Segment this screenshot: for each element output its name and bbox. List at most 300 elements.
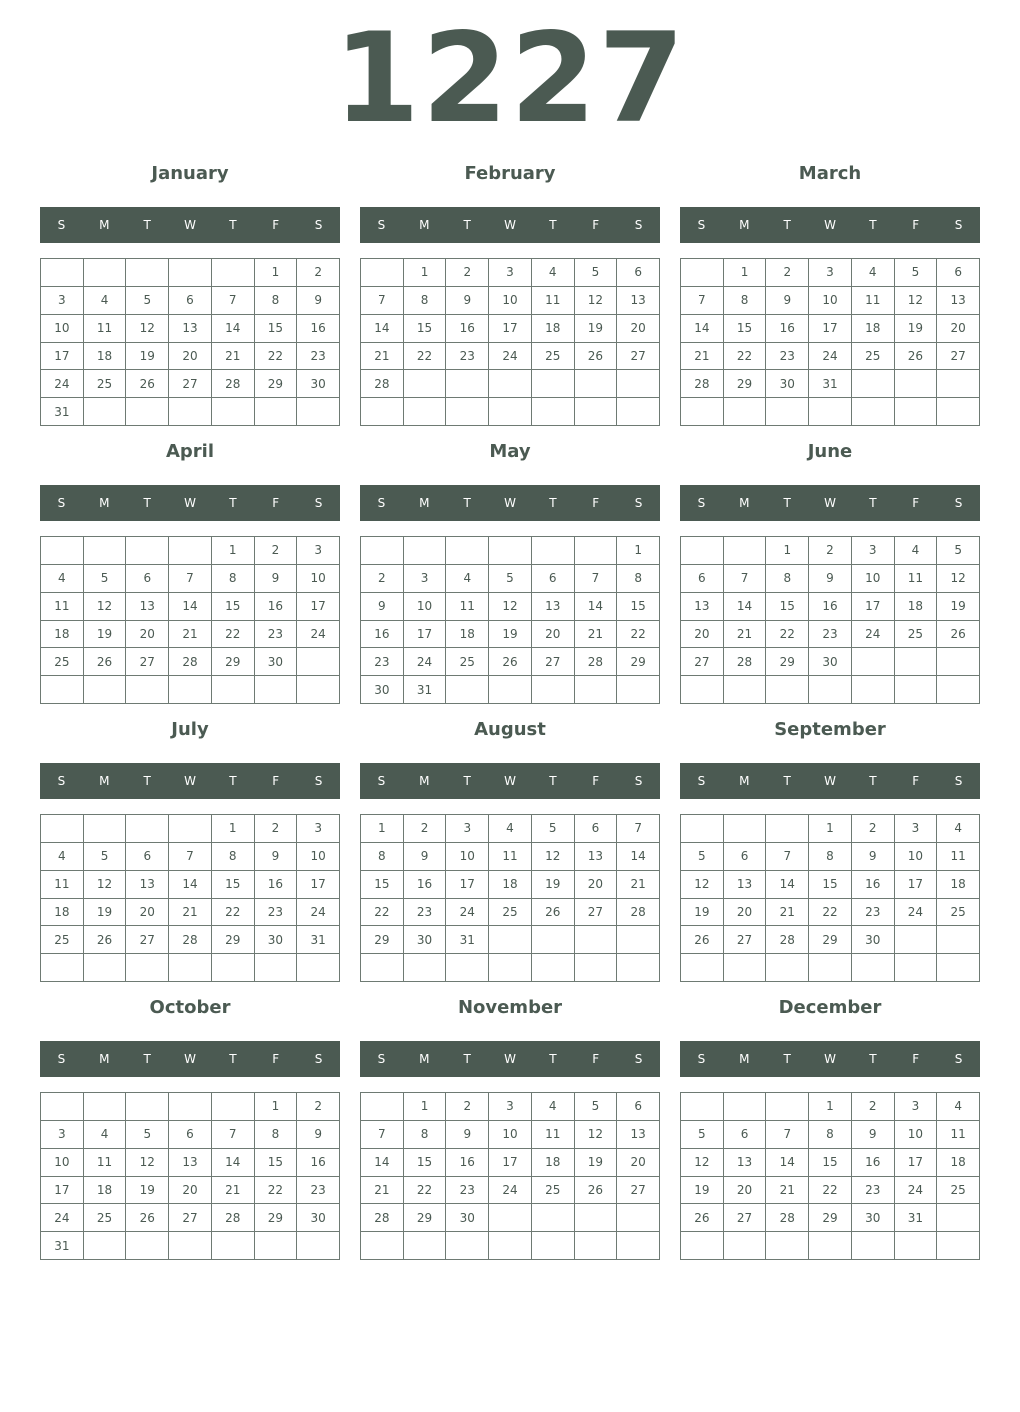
- day-cell: 22: [212, 621, 255, 649]
- day-cell: 16: [852, 1149, 895, 1177]
- day-cell: 29: [212, 926, 255, 954]
- day-cell: 16: [297, 315, 340, 343]
- day-cell: 4: [852, 259, 895, 287]
- day-cell: 3: [489, 1093, 532, 1121]
- day-cell: 30: [361, 676, 404, 704]
- weekday-label: W: [184, 218, 196, 232]
- day-cell: 1: [617, 537, 660, 565]
- empty-cell: [724, 398, 767, 426]
- day-cell: 26: [681, 1204, 724, 1232]
- empty-cell: [852, 676, 895, 704]
- day-cell: 17: [809, 315, 852, 343]
- day-cell: 29: [361, 926, 404, 954]
- day-cell: 1: [404, 1093, 447, 1121]
- day-cell: 6: [937, 259, 980, 287]
- day-cell: 27: [532, 648, 575, 676]
- day-cell: 17: [489, 315, 532, 343]
- month-name: July: [171, 719, 209, 740]
- empty-cell: [361, 1232, 404, 1260]
- weekday-label: S: [954, 218, 963, 232]
- empty-cell: [361, 954, 404, 982]
- day-cell: 10: [41, 315, 84, 343]
- day-cell: 25: [84, 370, 127, 398]
- day-cell: 4: [84, 1121, 127, 1149]
- day-cell: 5: [489, 565, 532, 593]
- day-cell: 18: [895, 593, 938, 621]
- weekday-label: M: [739, 496, 750, 510]
- empty-cell: [617, 926, 660, 954]
- empty-cell: [937, 1232, 980, 1260]
- day-cell: 2: [404, 815, 447, 843]
- empty-cell: [532, 926, 575, 954]
- day-cell: 28: [724, 648, 767, 676]
- weekday-label: M: [419, 218, 430, 232]
- empty-cell: [724, 1093, 767, 1121]
- empty-cell: [937, 648, 980, 676]
- day-cell: 3: [41, 1121, 84, 1149]
- day-cell: 19: [575, 1149, 618, 1177]
- empty-cell: [297, 676, 340, 704]
- empty-cell: [937, 370, 980, 398]
- day-cell: 26: [937, 621, 980, 649]
- weekday-label: S: [314, 774, 323, 788]
- day-cell: 21: [617, 871, 660, 899]
- weekday-label: S: [954, 496, 963, 510]
- day-cell: 22: [361, 899, 404, 927]
- weekday-label: T: [229, 774, 237, 788]
- empty-cell: [297, 398, 340, 426]
- empty-cell: [937, 954, 980, 982]
- day-cell: 14: [617, 843, 660, 871]
- day-cell: 24: [297, 899, 340, 927]
- day-cell: 29: [212, 648, 255, 676]
- empty-cell: [404, 398, 447, 426]
- day-cell: 15: [809, 1149, 852, 1177]
- day-cell: 1: [809, 815, 852, 843]
- empty-cell: [895, 648, 938, 676]
- day-cell: 10: [489, 287, 532, 315]
- day-cell: 17: [404, 621, 447, 649]
- day-cell: 6: [532, 565, 575, 593]
- empty-cell: [169, 815, 212, 843]
- day-cell: 28: [681, 370, 724, 398]
- day-cell: 23: [852, 899, 895, 927]
- day-cell: 9: [852, 843, 895, 871]
- day-cell: 21: [681, 343, 724, 371]
- day-cell: 3: [895, 1093, 938, 1121]
- weekday-label: T: [869, 496, 877, 510]
- day-cell: 7: [361, 1121, 404, 1149]
- day-cell: 14: [212, 1149, 255, 1177]
- day-cell: 17: [41, 343, 84, 371]
- day-cell: 19: [575, 315, 618, 343]
- empty-cell: [404, 954, 447, 982]
- day-cell: 21: [575, 621, 618, 649]
- empty-cell: [489, 398, 532, 426]
- weekday-label: T: [463, 496, 471, 510]
- weekday-label: F: [912, 496, 920, 510]
- day-cell: 21: [766, 1177, 809, 1205]
- day-cell: 10: [895, 843, 938, 871]
- day-cell: 8: [212, 565, 255, 593]
- weekday-header: [40, 207, 340, 243]
- empty-cell: [766, 676, 809, 704]
- day-cell: 2: [766, 259, 809, 287]
- day-cell: 20: [126, 621, 169, 649]
- day-cell: 9: [297, 287, 340, 315]
- empty-cell: [681, 259, 724, 287]
- day-cell: 2: [297, 1093, 340, 1121]
- day-cell: 7: [617, 815, 660, 843]
- day-cell: 28: [212, 370, 255, 398]
- day-cell: 15: [212, 871, 255, 899]
- day-cell: 2: [255, 537, 298, 565]
- day-cell: 10: [41, 1149, 84, 1177]
- day-cell: 4: [446, 565, 489, 593]
- day-cell: 27: [617, 343, 660, 371]
- day-cell: 8: [255, 287, 298, 315]
- empty-cell: [575, 537, 618, 565]
- day-cell: 1: [404, 259, 447, 287]
- day-cell: 16: [255, 593, 298, 621]
- day-cell: 10: [297, 565, 340, 593]
- day-cell: 19: [84, 621, 127, 649]
- empty-cell: [489, 1204, 532, 1232]
- day-cell: 3: [852, 537, 895, 565]
- empty-cell: [404, 370, 447, 398]
- day-cell: 6: [169, 287, 212, 315]
- empty-cell: [126, 676, 169, 704]
- empty-cell: [212, 398, 255, 426]
- month-name: May: [489, 441, 531, 462]
- day-cell: 30: [404, 926, 447, 954]
- day-cell: 6: [617, 1093, 660, 1121]
- empty-cell: [84, 1232, 127, 1260]
- day-cell: 9: [852, 1121, 895, 1149]
- weekday-label: T: [463, 774, 471, 788]
- empty-cell: [766, 1232, 809, 1260]
- day-cell: 22: [766, 621, 809, 649]
- empty-cell: [84, 537, 127, 565]
- day-cell: 21: [361, 343, 404, 371]
- weekday-label: T: [549, 1052, 557, 1066]
- weekday-label: F: [272, 218, 280, 232]
- day-cell: 5: [84, 843, 127, 871]
- empty-cell: [255, 398, 298, 426]
- empty-cell: [446, 398, 489, 426]
- day-cell: 13: [126, 593, 169, 621]
- month-name: April: [165, 441, 215, 462]
- empty-cell: [724, 1232, 767, 1260]
- day-cell: 28: [361, 370, 404, 398]
- empty-cell: [895, 954, 938, 982]
- day-cell: 1: [809, 1093, 852, 1121]
- day-cell: 31: [446, 926, 489, 954]
- empty-cell: [361, 259, 404, 287]
- empty-cell: [575, 370, 618, 398]
- day-cell: 18: [937, 1149, 980, 1177]
- day-cell: 13: [532, 593, 575, 621]
- day-cell: 26: [126, 1204, 169, 1232]
- empty-cell: [212, 954, 255, 982]
- day-cell: 28: [212, 1204, 255, 1232]
- day-grid: [40, 258, 340, 426]
- day-cell: 16: [852, 871, 895, 899]
- day-cell: 16: [446, 1149, 489, 1177]
- empty-cell: [766, 954, 809, 982]
- day-cell: 6: [724, 843, 767, 871]
- day-cell: 16: [446, 315, 489, 343]
- weekday-label: M: [739, 218, 750, 232]
- day-cell: 3: [809, 259, 852, 287]
- empty-cell: [126, 1232, 169, 1260]
- empty-cell: [361, 537, 404, 565]
- day-cell: 8: [809, 843, 852, 871]
- day-cell: 6: [617, 259, 660, 287]
- day-cell: 25: [532, 343, 575, 371]
- day-cell: 31: [404, 676, 447, 704]
- day-cell: 25: [84, 1204, 127, 1232]
- day-cell: 5: [532, 815, 575, 843]
- day-cell: 8: [617, 565, 660, 593]
- day-cell: 7: [212, 1121, 255, 1149]
- day-cell: 20: [126, 899, 169, 927]
- day-cell: 23: [766, 343, 809, 371]
- empty-cell: [169, 259, 212, 287]
- day-cell: 19: [681, 899, 724, 927]
- day-cell: 29: [404, 1204, 447, 1232]
- day-cell: 19: [84, 899, 127, 927]
- day-cell: 1: [255, 259, 298, 287]
- weekday-label: W: [824, 1052, 836, 1066]
- day-cell: 21: [724, 621, 767, 649]
- day-cell: 11: [937, 843, 980, 871]
- day-cell: 11: [84, 1149, 127, 1177]
- day-cell: 16: [361, 621, 404, 649]
- weekday-label: F: [592, 1052, 600, 1066]
- day-cell: 14: [575, 593, 618, 621]
- weekday-label: T: [229, 496, 237, 510]
- day-cell: 8: [212, 843, 255, 871]
- day-cell: 11: [532, 287, 575, 315]
- day-cell: 3: [895, 815, 938, 843]
- day-cell: 15: [766, 593, 809, 621]
- day-cell: 27: [681, 648, 724, 676]
- weekday-label: W: [504, 1052, 516, 1066]
- day-cell: 24: [489, 1177, 532, 1205]
- empty-cell: [126, 259, 169, 287]
- empty-cell: [724, 954, 767, 982]
- day-cell: 22: [404, 343, 447, 371]
- weekday-label: T: [463, 1052, 471, 1066]
- empty-cell: [84, 1093, 127, 1121]
- weekday-label: S: [377, 218, 386, 232]
- day-cell: 30: [446, 1204, 489, 1232]
- day-cell: 3: [297, 537, 340, 565]
- day-cell: 22: [255, 1177, 298, 1205]
- day-cell: 23: [404, 899, 447, 927]
- empty-cell: [212, 1232, 255, 1260]
- day-grid: [680, 1092, 980, 1260]
- empty-cell: [446, 676, 489, 704]
- day-cell: 5: [937, 537, 980, 565]
- empty-cell: [446, 370, 489, 398]
- weekday-label: F: [272, 496, 280, 510]
- empty-cell: [84, 954, 127, 982]
- empty-cell: [41, 815, 84, 843]
- day-cell: 4: [84, 287, 127, 315]
- day-cell: 24: [404, 648, 447, 676]
- day-cell: 10: [446, 843, 489, 871]
- day-cell: 9: [446, 1121, 489, 1149]
- day-cell: 21: [212, 343, 255, 371]
- weekday-label: S: [314, 218, 323, 232]
- weekday-label: S: [634, 774, 643, 788]
- weekday-label: S: [377, 1052, 386, 1066]
- day-cell: 14: [361, 315, 404, 343]
- weekday-label: F: [272, 774, 280, 788]
- day-cell: 30: [297, 1204, 340, 1232]
- empty-cell: [852, 370, 895, 398]
- empty-cell: [617, 676, 660, 704]
- weekday-label: S: [57, 1052, 66, 1066]
- day-cell: 12: [575, 287, 618, 315]
- empty-cell: [489, 954, 532, 982]
- empty-cell: [681, 537, 724, 565]
- day-cell: 3: [446, 815, 489, 843]
- day-cell: 14: [361, 1149, 404, 1177]
- day-cell: 2: [852, 815, 895, 843]
- day-cell: 16: [809, 593, 852, 621]
- empty-cell: [489, 537, 532, 565]
- day-cell: 20: [724, 1177, 767, 1205]
- weekday-header: [680, 1041, 980, 1077]
- day-cell: 12: [895, 287, 938, 315]
- day-cell: 12: [937, 565, 980, 593]
- day-cell: 7: [766, 1121, 809, 1149]
- day-cell: 6: [575, 815, 618, 843]
- day-cell: 26: [126, 370, 169, 398]
- day-cell: 19: [895, 315, 938, 343]
- day-grid: [360, 1092, 660, 1260]
- day-cell: 5: [84, 565, 127, 593]
- day-cell: 22: [404, 1177, 447, 1205]
- day-cell: 31: [41, 398, 84, 426]
- weekday-label: M: [99, 218, 110, 232]
- weekday-label: M: [419, 774, 430, 788]
- day-cell: 11: [852, 287, 895, 315]
- day-cell: 16: [404, 871, 447, 899]
- day-cell: 27: [617, 1177, 660, 1205]
- day-cell: 11: [489, 843, 532, 871]
- weekday-label: T: [229, 1052, 237, 1066]
- day-cell: 30: [852, 926, 895, 954]
- day-cell: 17: [297, 593, 340, 621]
- weekday-header: [360, 1041, 660, 1077]
- empty-cell: [681, 815, 724, 843]
- weekday-label: T: [783, 218, 791, 232]
- day-cell: 9: [404, 843, 447, 871]
- day-cell: 31: [895, 1204, 938, 1232]
- empty-cell: [895, 676, 938, 704]
- empty-cell: [575, 676, 618, 704]
- weekday-label: S: [57, 496, 66, 510]
- day-cell: 11: [937, 1121, 980, 1149]
- month-name: November: [457, 997, 563, 1018]
- weekday-label: T: [229, 218, 237, 232]
- day-cell: 23: [446, 1177, 489, 1205]
- empty-cell: [41, 954, 84, 982]
- day-cell: 11: [895, 565, 938, 593]
- empty-cell: [617, 954, 660, 982]
- day-cell: 12: [84, 871, 127, 899]
- day-cell: 20: [617, 1149, 660, 1177]
- weekday-label: M: [99, 496, 110, 510]
- day-cell: 30: [255, 926, 298, 954]
- empty-cell: [681, 398, 724, 426]
- day-cell: 6: [169, 1121, 212, 1149]
- day-cell: 5: [126, 1121, 169, 1149]
- empty-cell: [937, 926, 980, 954]
- day-cell: 13: [724, 1149, 767, 1177]
- empty-cell: [446, 954, 489, 982]
- empty-cell: [169, 537, 212, 565]
- day-cell: 12: [681, 1149, 724, 1177]
- weekday-label: S: [377, 774, 386, 788]
- weekday-label: S: [314, 1052, 323, 1066]
- day-cell: 6: [724, 1121, 767, 1149]
- day-cell: 29: [724, 370, 767, 398]
- day-cell: 15: [404, 1149, 447, 1177]
- empty-cell: [169, 1232, 212, 1260]
- weekday-label: T: [549, 774, 557, 788]
- weekday-header: [40, 485, 340, 521]
- empty-cell: [297, 1232, 340, 1260]
- day-grid: [40, 536, 340, 704]
- day-cell: 11: [41, 871, 84, 899]
- day-cell: 10: [895, 1121, 938, 1149]
- empty-cell: [255, 1232, 298, 1260]
- day-cell: 30: [809, 648, 852, 676]
- day-cell: 5: [681, 1121, 724, 1149]
- day-cell: 12: [532, 843, 575, 871]
- empty-cell: [532, 370, 575, 398]
- day-cell: 29: [809, 926, 852, 954]
- day-cell: 30: [766, 370, 809, 398]
- day-cell: 6: [126, 565, 169, 593]
- day-cell: 4: [41, 843, 84, 871]
- empty-cell: [297, 954, 340, 982]
- day-cell: 23: [852, 1177, 895, 1205]
- day-cell: 23: [255, 621, 298, 649]
- day-cell: 26: [532, 899, 575, 927]
- weekday-label: T: [143, 1052, 151, 1066]
- day-cell: 8: [404, 1121, 447, 1149]
- weekday-label: F: [272, 1052, 280, 1066]
- day-cell: 27: [724, 926, 767, 954]
- day-cell: 14: [212, 315, 255, 343]
- day-cell: 23: [297, 1177, 340, 1205]
- day-cell: 18: [489, 871, 532, 899]
- empty-cell: [255, 676, 298, 704]
- day-cell: 26: [84, 648, 127, 676]
- empty-cell: [575, 1232, 618, 1260]
- day-cell: 9: [255, 565, 298, 593]
- weekday-label: S: [57, 218, 66, 232]
- day-cell: 1: [766, 537, 809, 565]
- day-cell: 4: [41, 565, 84, 593]
- day-cell: 6: [681, 565, 724, 593]
